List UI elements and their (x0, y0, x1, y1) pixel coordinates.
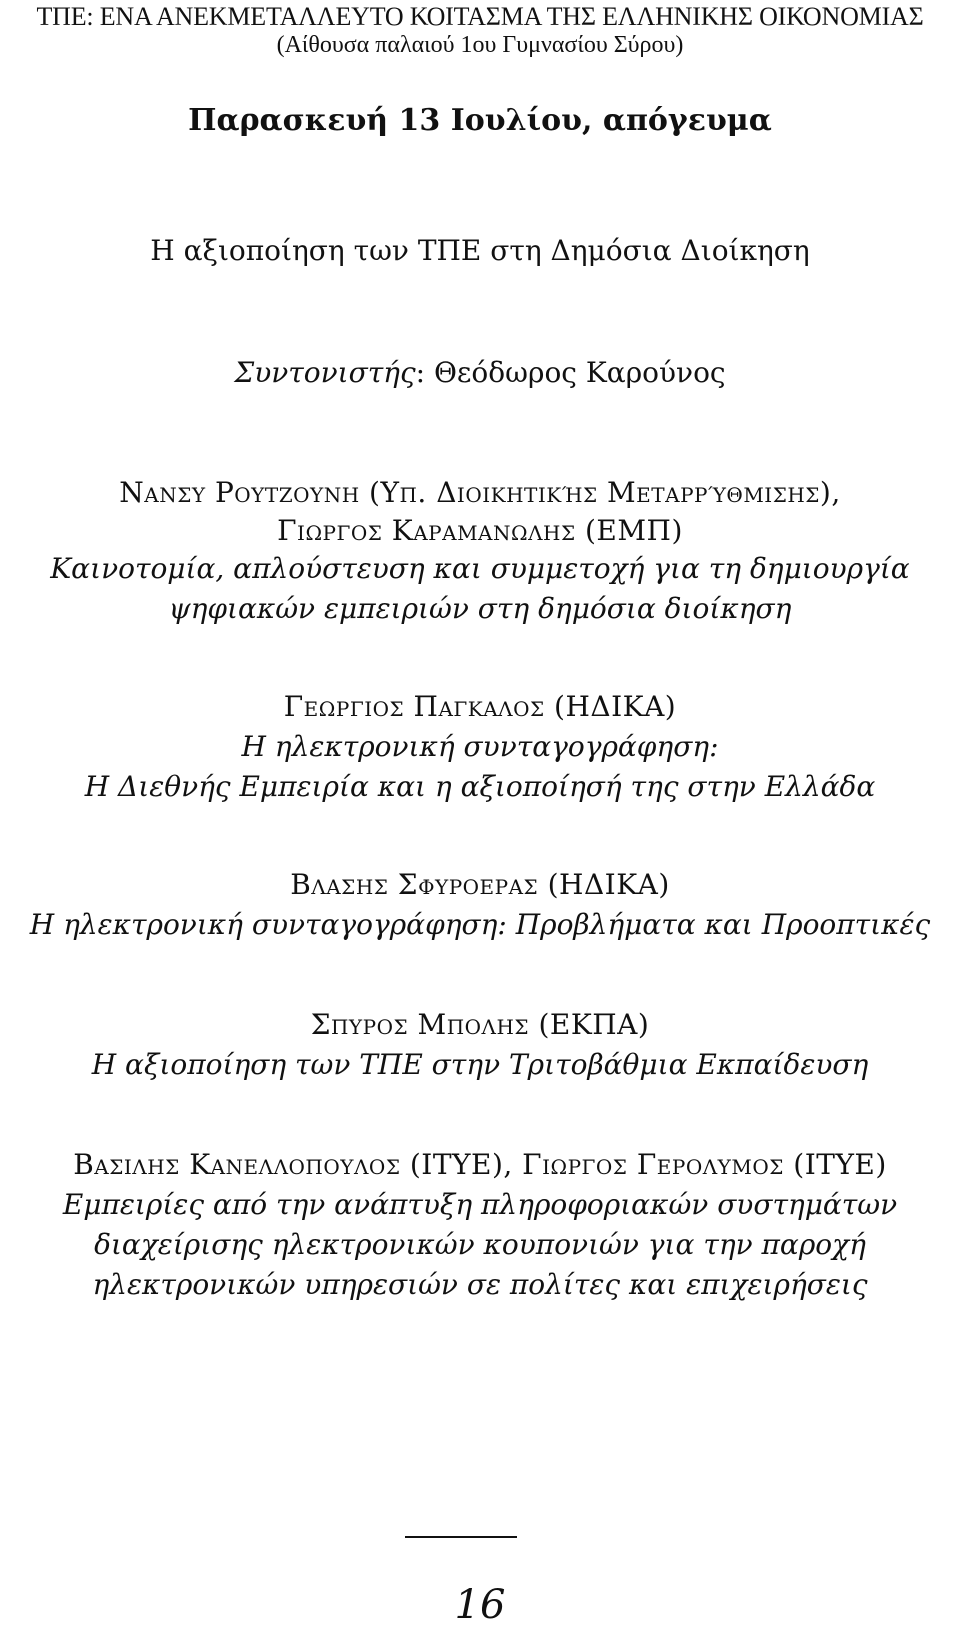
running-header-venue: (Αίθουσα παλαιού 1ου Γυμνασίου Σύρου) (276, 32, 684, 58)
talk-1-title-line-1: Καινοτομία, απλούστευση και συμμετοχή για τη δημιουργία (50, 552, 910, 585)
chair-label: Συντονιστής (234, 356, 416, 389)
talk-5-title-line-2: διαχείρισης ηλεκτρονικών κουπονιών για την παροχή (94, 1228, 866, 1261)
talk-4-authors: Σπυρος Μπολης (ΕΚΠΑ) (310, 1008, 650, 1041)
talk-3-title: Η ηλεκτρονική συνταγογράφηση: Προβλήματα και Προοπτικές (29, 908, 931, 941)
session-title: Η αξιοποίηση των ΤΠΕ στη Δημόσια Διοίκηση (150, 234, 810, 267)
talk-5-authors: Βασιλης Κανελλοπουλος (ΙΤΥΕ), Γιωργος Γερολυμος (ΙΤΥΕ) (73, 1148, 887, 1181)
talk-4-title: Η αξιοποίηση των ΤΠΕ στην Τριτοβάθμια Εκπαίδευση (91, 1048, 869, 1081)
session-date: Παρασκευή 13 Ιουλίου, απόγευμα (188, 103, 772, 138)
talk-3-authors: Βλασης Σφυροερας (ΗΔΙΚΑ) (290, 868, 670, 901)
talk-2-title-line-1: Η ηλεκτρονική συνταγογράφηση: (241, 730, 719, 763)
page-number: 16 (454, 1582, 506, 1628)
running-header-title: ΤΠΕ: ΕΝΑ ΑΝΕΚΜΕΤΑΛΛΕΥΤΟ ΚΟΙΤΑΣΜΑ ΤΗΣ ΕΛΛΗΝΙΚΗΣ ΟΙΚΟΝΟΜΙΑΣ (36, 2, 924, 31)
talk-1-authors-line-1: Νανσυ Ρουτζουνη (Υπ. Διοικητικής Μεταρρύθμισης), (119, 476, 841, 509)
talk-5-title-line-1: Εμπειρίες από την ανάπτυξη πληροφοριακών συστημάτων (62, 1188, 898, 1221)
footer-rule (405, 1536, 517, 1538)
talk-2-title-line-2: Η Διεθνής Εμπειρία και η αξιοποίησή της στην Ελλάδα (84, 770, 876, 803)
talk-5-title-line-3: ηλεκτρονικών υπηρεσιών σε πολίτες και επιχειρήσεις (92, 1268, 868, 1301)
talk-2-authors: Γεωργιος Παγκαλος (ΗΔΙΚΑ) (283, 690, 677, 723)
chair-name: : Θεόδωρος Καρούνος (415, 356, 726, 389)
talk-1-authors-line-2: Γιωργος Καραμανωλης (ΕΜΠ) (277, 514, 683, 547)
session-chair (0, 356, 960, 389)
talk-1-title-line-2: ψηφιακών εμπειριών στη δημόσια διοίκηση (168, 592, 792, 625)
